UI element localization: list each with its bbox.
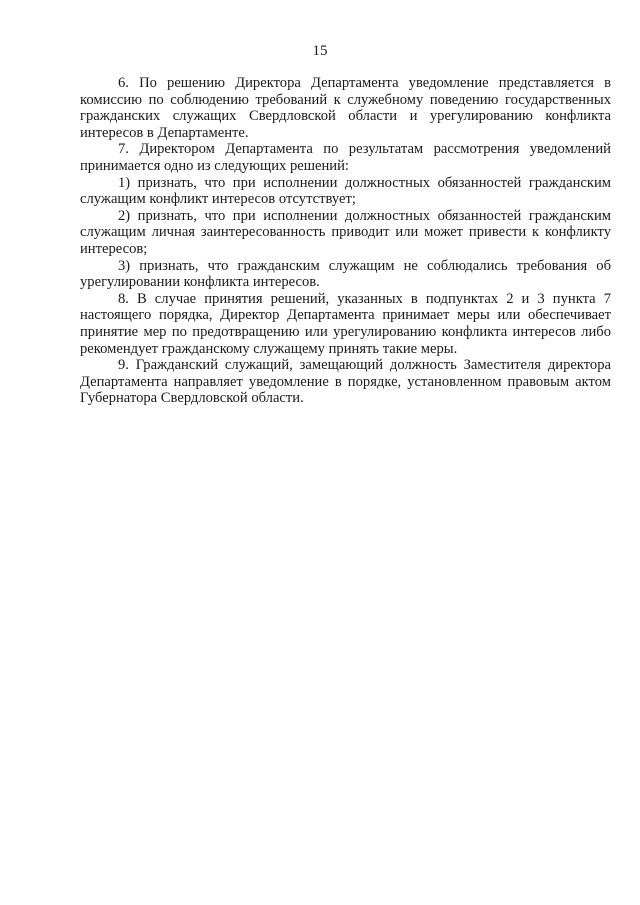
paragraph-subitem-2: 2) признать, что при исполнении должностных обязанностей гражданским служащим личная заинтересованность приводит или может привести к конфликту интересов; [80, 207, 611, 257]
paragraph-item-6: 6. По решению Директора Департамента уведомление представляется в комиссию по соблюдению требований к служебному поведению государственных гражданских служащих Свердловской области и урегулированию конфликта интересов в Департаменте. [80, 75, 611, 141]
paragraph-item-9: 9. Гражданский служащий, замещающий должность Заместителя директора Департамента направляет уведомление в порядке, установленном правовым актом Губернатора Свердловской области. [80, 357, 611, 407]
paragraph-subitem-1: 1) признать, что при исполнении должностных обязанностей гражданским служащим конфликт интересов отсутствует; [80, 174, 611, 208]
page-number: 15 [312, 43, 328, 59]
paragraph-subitem-3: 3) признать, что гражданским служащим не соблюдались требования об урегулировании конфликта интересов. [80, 257, 611, 291]
paragraph-item-7: 7. Директором Департамента по результатам рассмотрения уведомлений принимается одно из следующих решений: [80, 141, 611, 174]
paragraph-item-8: 8. В случае принятия решений, указанных в подпунктах 2 и 3 пункта 7 настоящего порядка, Директор Департамента принимает меры или обеспечивает принятие мер по предотвращению или урегулированию конфликта интересов либо рекомендует гражданскому служащему принять такие меры. [80, 290, 611, 357]
document-body [80, 75, 611, 407]
